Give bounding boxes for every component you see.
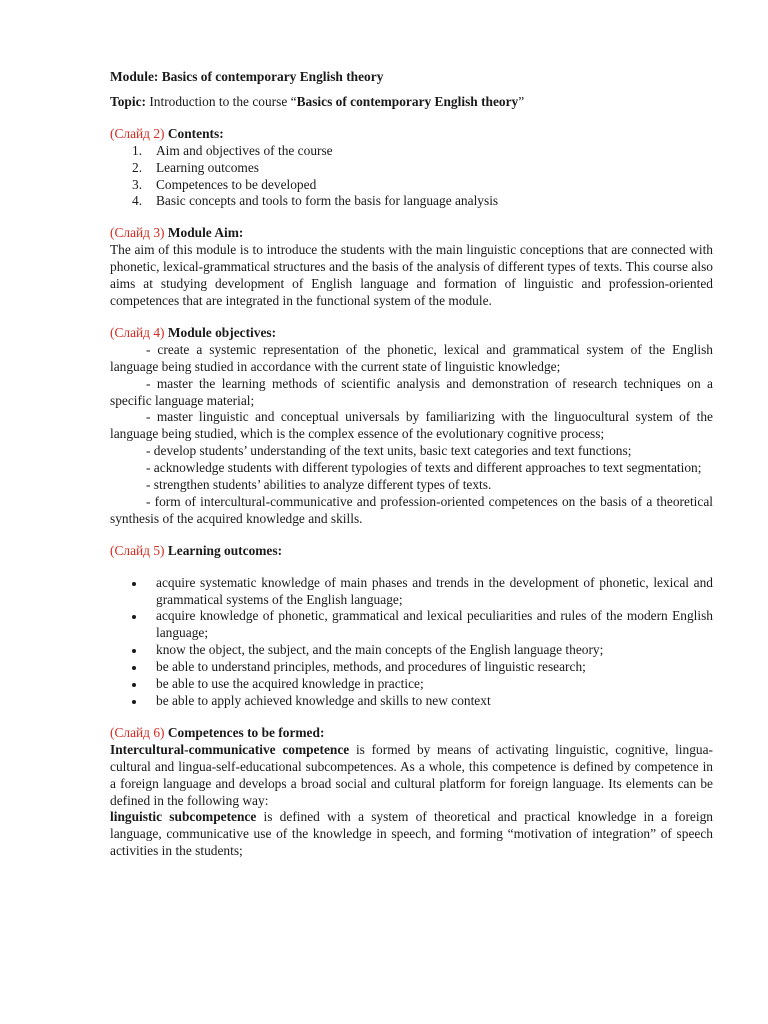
- objective-item: - master the learning methods of scientific analysis and demonstration of research techniques on a specific language material;: [110, 375, 713, 408]
- contents-list: [110, 143, 713, 211]
- subcompetence-text: is defined with a system of theoretical and practical knowledge in a foreign language, communicative use of the knowledge in speech, and forming “motivation of integration” of speech activities in the students;: [110, 809, 713, 859]
- slide-label: (Слайд 2): [110, 125, 165, 141]
- competence-term: Intercultural-communicative competence: [110, 741, 350, 757]
- outcomes-list: [110, 575, 713, 710]
- list-item: [110, 143, 713, 160]
- section-heading: Module Aim:: [167, 225, 244, 241]
- topic-line: [110, 94, 713, 111]
- subcompetence-term: linguistic subcompetence: [110, 809, 257, 825]
- slide-label: (Слайд 4): [110, 324, 165, 340]
- bullet-item: be able to use the acquired knowledge in practice;: [110, 676, 713, 693]
- module-line: [110, 69, 713, 86]
- competence-paragraph: [110, 742, 713, 810]
- module-aim-text: The aim of this module is to introduce the students with the main linguistic conceptions that are connected with phonetic, lexical-grammatical structures and the basis of the analysis of different types of texts. This course also aims at studying development of English language and formation of linguistic and profession-oriented competences that are integrated in the functional system of the module.: [110, 242, 713, 308]
- list-number: 3.: [132, 176, 143, 192]
- bullet-item: be able to apply achieved knowledge and skills to new context: [110, 693, 713, 710]
- module-label: Module:: [110, 69, 159, 84]
- list-item-text: Learning outcomes: [156, 159, 259, 175]
- bullet-item: be able to understand principles, methods, and procedures of linguistic research;: [110, 659, 713, 676]
- list-item-text: Basic concepts and tools to form the basis for language analysis: [156, 193, 499, 209]
- bullet-item: know the object, the subject, and the main concepts of the English language theory;: [110, 642, 713, 659]
- contents-heading: [110, 126, 713, 143]
- list-item-text: Aim and objectives of the course: [156, 142, 333, 158]
- section-heading: Competences to be formed:: [167, 724, 325, 740]
- section-heading: Learning outcomes:: [167, 542, 283, 558]
- subcompetence-paragraph: [110, 809, 713, 860]
- slide-label: (Слайд 5): [110, 542, 165, 558]
- topic-text-before: Introduction to the course “: [145, 93, 297, 109]
- topic-text-after: ”: [518, 93, 525, 109]
- slide-label: (Слайд 6): [110, 724, 165, 740]
- list-number: 2.: [132, 159, 143, 175]
- topic-title: Basics of contemporary English theory: [296, 93, 519, 109]
- module-aim-heading: [110, 225, 713, 242]
- objective-item: - create a systemic representation of the phonetic, lexical and grammatical system of the English language being studied in accordance with the current state of linguistic knowledge;: [110, 341, 713, 374]
- section-heading: Module objectives:: [167, 324, 277, 340]
- competence-text: is formed by means of activating linguistic, cognitive, lingua-cultural and lingua-self-educational subcompetences. As a whole, this competence is defined by competence in a foreign language and develops a broad social and cultural platform for foreign language. Its elements can be defined in the following way:: [110, 741, 714, 808]
- list-item: [110, 193, 713, 210]
- learning-outcomes-heading: [110, 543, 713, 560]
- objective-item: - strengthen students’ abilities to analyze different types of texts.: [146, 477, 492, 493]
- objective-item: - acknowledge students with different typologies of texts and different approaches to text segmentation;: [146, 460, 702, 476]
- list-item: [110, 177, 713, 194]
- list-number: 1.: [132, 142, 143, 158]
- slide-label: (Слайд 3): [110, 225, 165, 241]
- document-page: [110, 69, 713, 860]
- section-heading: Contents:: [167, 125, 224, 141]
- module-title: Basics of contemporary English theory: [161, 69, 384, 84]
- objective-item: - develop students’ understanding of the text units, basic text categories and text functions;: [146, 443, 632, 459]
- list-item-text: Competences to be developed: [156, 176, 317, 192]
- competences-heading: [110, 725, 713, 742]
- objectives-list: [110, 342, 713, 528]
- objective-item: - form of intercultural-communicative and profession-oriented competences on the basis of a theoretical synthesis of the acquired knowledge and skills.: [110, 493, 713, 526]
- module-objectives-heading: [110, 325, 713, 342]
- objective-item: - master linguistic and conceptual universals by familiarizing with the linguocultural system of the language being studied, which is the complex essence of the evolutionary cognitive process;: [110, 409, 713, 442]
- list-number: 4.: [132, 193, 143, 209]
- list-item: [110, 160, 713, 177]
- bullet-item: acquire systematic knowledge of main phases and trends in the development of phonetic, lexical and grammatical systems of the English language;: [110, 575, 713, 609]
- topic-label: Topic:: [110, 93, 146, 109]
- bullet-item: acquire knowledge of phonetic, grammatical and lexical peculiarities and rules of the modern English language;: [110, 608, 713, 642]
